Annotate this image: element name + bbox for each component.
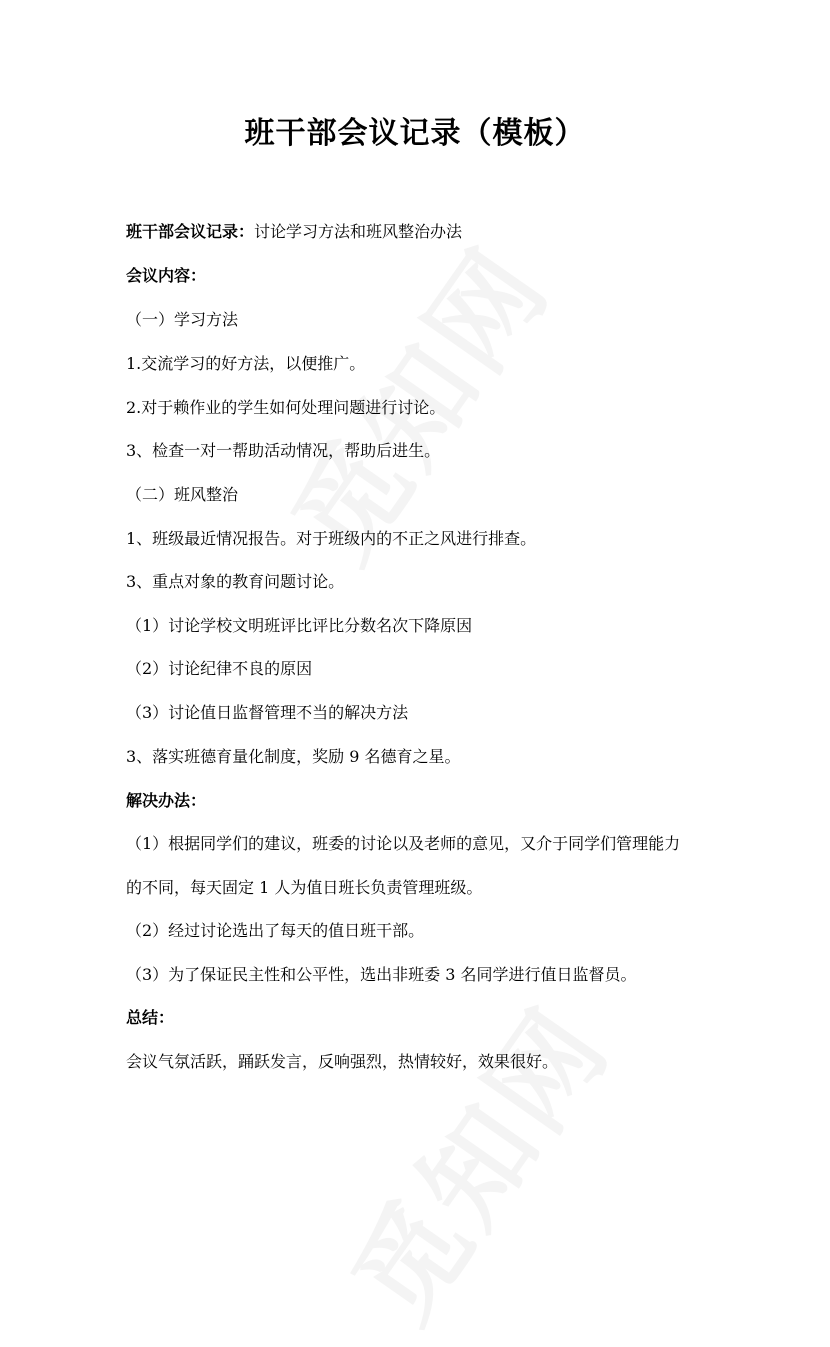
intro-text: 讨论学习方法和班风整治办法 — [254, 222, 463, 241]
section1-heading: （一）学习方法 — [126, 310, 239, 329]
intro-line — [126, 220, 726, 244]
section2-item: 3、落实班德育量化制度，奖励 9 名德育之星。 — [126, 747, 461, 766]
section2-heading: （二）班风整治 — [126, 485, 239, 504]
section2-item: 1、班级最近情况报告。对于班级内的不正之风进行排查。 — [126, 529, 537, 548]
section2-item: （3）讨论值日监督管理不当的解决方法 — [126, 703, 409, 722]
section1-item: 3、检查一对一帮助活动情况，帮助后进生。 — [126, 441, 441, 460]
solution-item: 的不同，每天固定 1 人为值日班长负责管理班级。 — [126, 878, 483, 897]
solution-item: （3）为了保证民主性和公平性，选出非班委 3 名同学进行值日监督员。 — [126, 965, 637, 984]
solution-item: （2）经过讨论选出了每天的值日班干部。 — [126, 921, 425, 940]
meeting-content-heading: 会议内容： — [126, 266, 207, 285]
section1-item: 2.对于赖作业的学生如何处理问题进行讨论。 — [126, 398, 446, 417]
page-title: 班干部会议记录（模板） — [244, 116, 586, 151]
summary-text: 会议气氛活跃，踊跃发言，反响强烈，热情较好，效果很好。 — [126, 1052, 559, 1071]
intro-label: 班干部会议记录： — [126, 222, 255, 241]
solution-item: （1）根据同学们的建议，班委的讨论以及老师的意见，又介于同学们管理能力 — [126, 834, 681, 853]
solution-heading: 解决办法： — [126, 791, 207, 810]
section2-item: 3、重点对象的教育问题讨论。 — [126, 572, 345, 591]
section2-item: （1）讨论学校文明班评比评比分数名次下降原因 — [126, 616, 473, 635]
summary-heading: 总结： — [126, 1008, 175, 1027]
section1-item: 1.交流学习的好方法，以便推广。 — [126, 354, 366, 373]
section2-item: （2）讨论纪律不良的原因 — [126, 659, 313, 678]
